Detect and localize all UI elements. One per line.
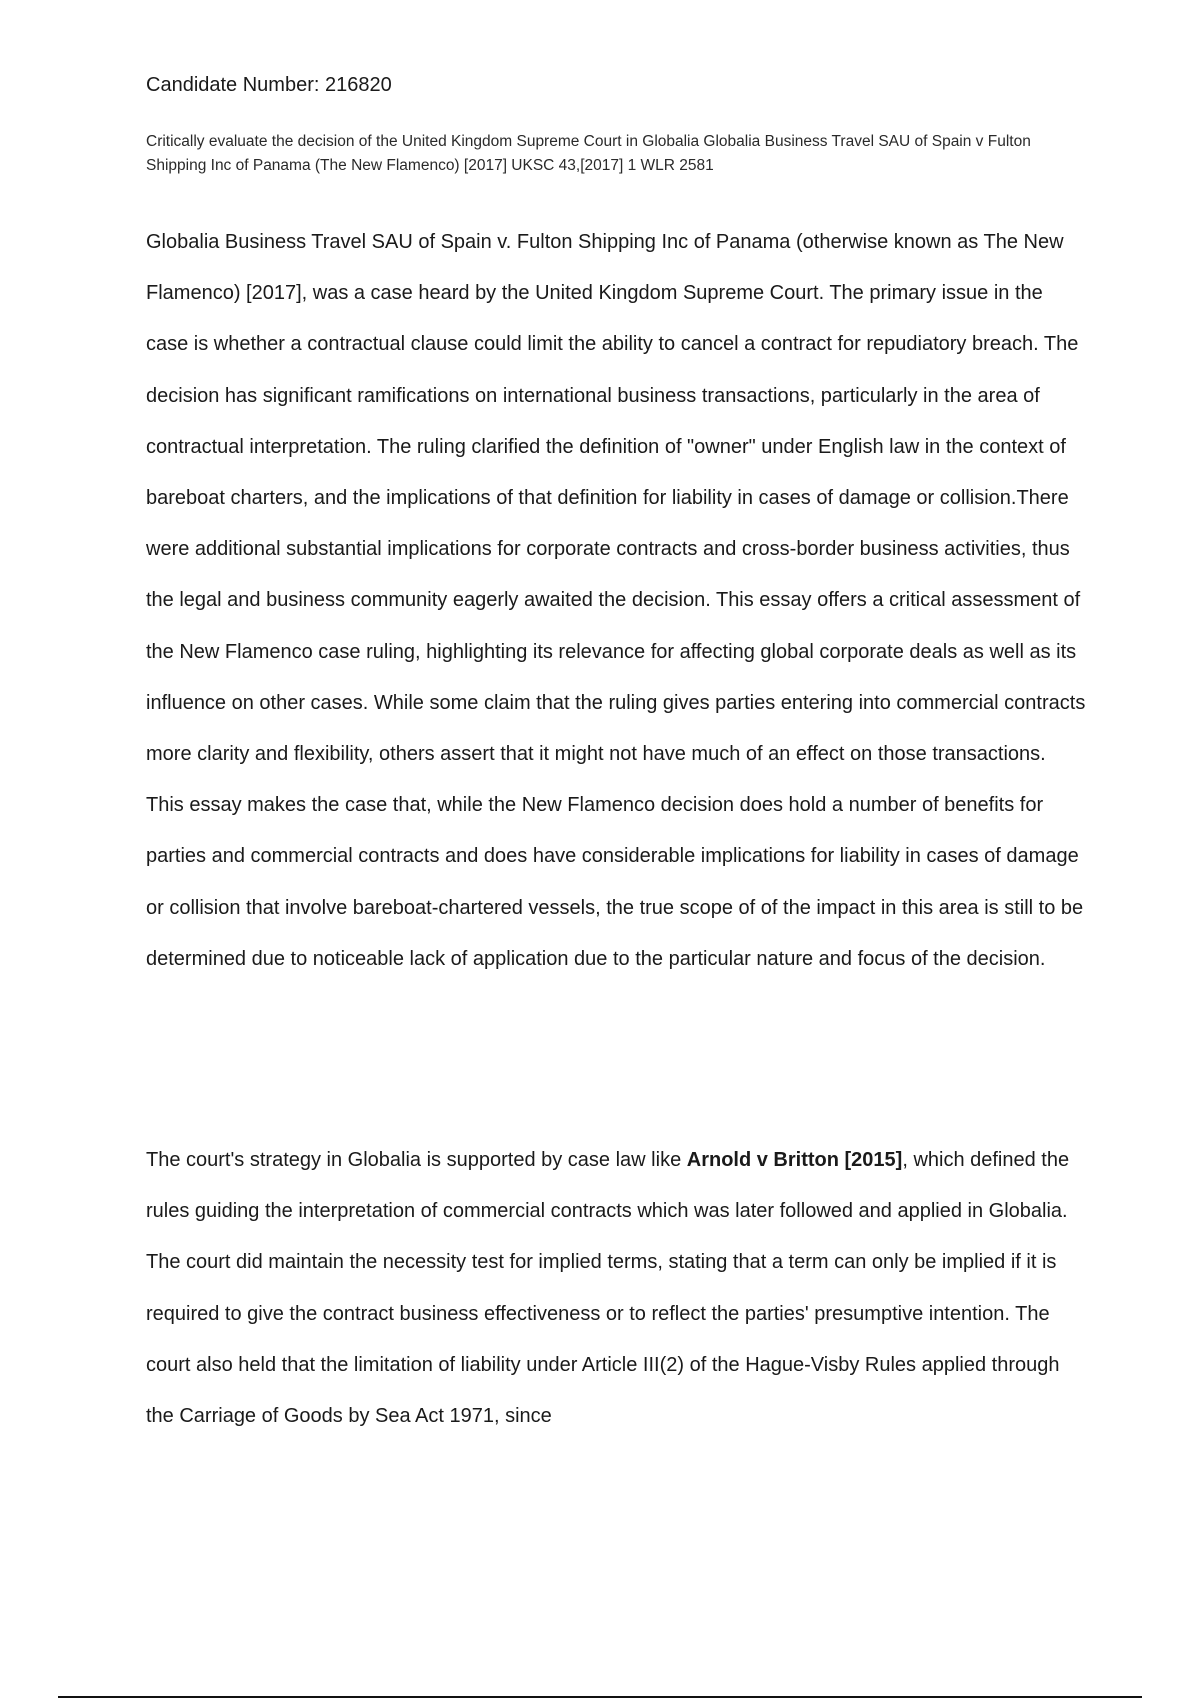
page-bottom-rule bbox=[58, 1696, 1142, 1698]
essay-question: Critically evaluate the decision of the United Kingdom Supreme Court in Globalia Globalia Business Travel SAU of Spain v Fulton Shipping Inc of Panama (The New Flamenco) [2017] UKSC 43,[2017] 1 WLR 2581 bbox=[146, 133, 1031, 174]
body-paragraph-2 bbox=[146, 1135, 1086, 1442]
candidate-number: Candidate Number: 216820 bbox=[146, 74, 392, 96]
case-citation-arnold-v-britton: Arnold v Britton [2015] bbox=[686, 1149, 903, 1171]
paragraph-2-continuation: , which defined the rules guiding the interpretation of commercial contracts which was later followed and applied in Globalia. The court did maintain the necessity test for implied terms, stating that a term can only be implied if it is required to give the contract business effectiveness or to reflect the parties' presumptive intention. The court also held that the limitation of liability under Article III(2) of the Hague-Visby Rules applied through the Carriage of Goods by Sea Act 1971, since bbox=[146, 1149, 1070, 1428]
paragraph-2-intro: The court's strategy in Globalia is supported by case law like bbox=[146, 1149, 687, 1171]
body-paragraph-1: Globalia Business Travel SAU of Spain v. Fulton Shipping Inc of Panama (otherwise known as The New Flamenco) [2017], was a case heard by the United Kingdom Supreme Court. The primary issue in the case is whether a contractual clause could limit the ability to cancel a contract for repudiatory breach. The decision has significant ramifications on international business transactions, particularly in the area of contractual interpretation. The ruling clarified the definition of "owner" under English law in the context of bareboat charters, and the implications of that definition for liability in cases of damage or collision.There were additional substantial implications for corporate contracts and cross-border business activities, thus the legal and business community eagerly awaited the decision. This essay offers a critical assessment of the New Flamenco case ruling, highlighting its relevance for affecting global corporate deals as well as its influence on other cases. While some claim that the ruling gives parties entering into commercial contracts more clarity and flexibility, others assert that it might not have much of an effect on those transactions. This essay makes the case that, while the New Flamenco decision does hold a number of benefits for parties and commercial contracts and does have considerable implications for liability in cases of damage or collision that involve bareboat-chartered vessels, the true scope of of the impact in this area is still to be determined due to noticeable lack of application due to the particular nature and focus of the decision. bbox=[146, 231, 1086, 970]
